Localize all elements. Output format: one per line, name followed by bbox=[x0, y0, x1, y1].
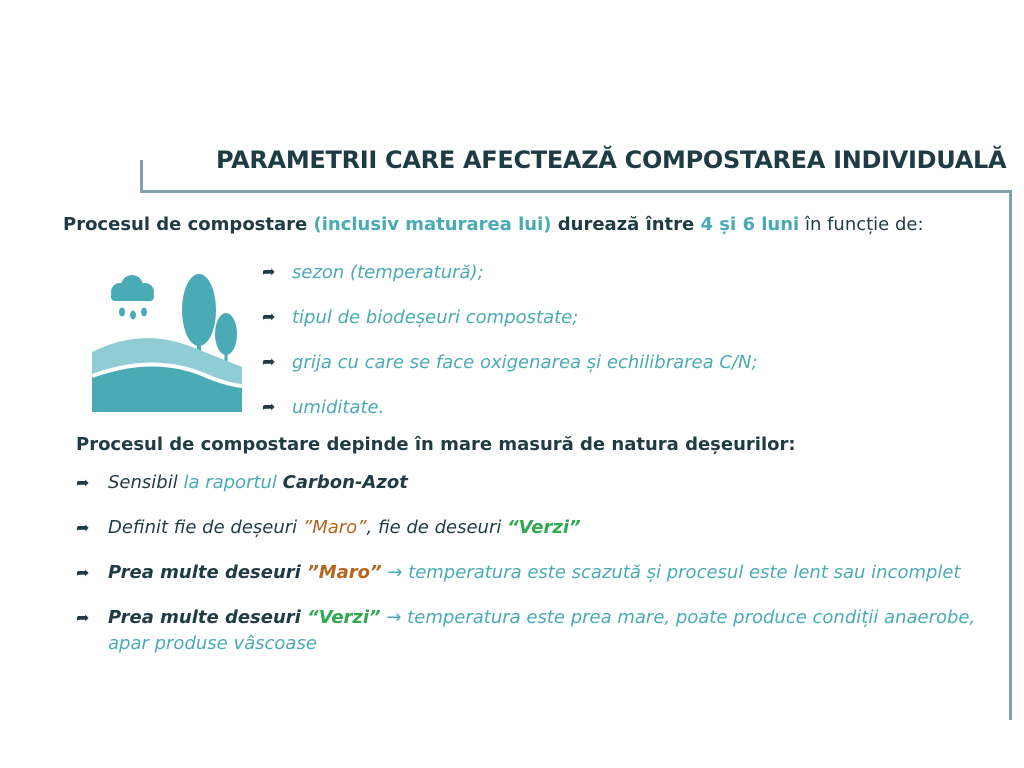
curved-arrow-icon: ➦ bbox=[262, 307, 276, 326]
curved-arrow-icon: ➦ bbox=[76, 608, 90, 627]
list-item: ➦ Prea multe deseuri “Verzi” → temperatura este prea mare, poate produce condiții anaerobe, apar produse vâscoase bbox=[76, 607, 976, 654]
list-item: ➦ Definit fie de deșeuri ”Maro”, fie de deseuri “Verzi” bbox=[76, 515, 996, 541]
intro-text: Procesul de compostare (inclusiv maturarea lui) durează între 4 și 6 luni în funcție de: bbox=[63, 214, 924, 235]
frame-top-line bbox=[140, 190, 1012, 193]
curved-arrow-icon: ➦ bbox=[76, 563, 90, 582]
list-item: ➦ Sensibil la raportul Carbon-Azot bbox=[76, 470, 996, 496]
curved-arrow-icon: ➦ bbox=[262, 262, 276, 281]
list-item: ➦ sezon (temperatură); bbox=[262, 262, 484, 283]
curved-arrow-icon: ➦ bbox=[262, 397, 276, 416]
curved-arrow-icon: ➦ bbox=[262, 352, 276, 371]
frame-right-line bbox=[1009, 190, 1012, 720]
factors-list bbox=[262, 262, 758, 442]
curved-arrow-icon: ➦ bbox=[76, 518, 90, 537]
slide-title: PARAMETRII CARE AFECTEAZĂ COMPOSTAREA INDIVIDUALĂ bbox=[216, 146, 1007, 174]
list-item: ➦ umiditate. bbox=[262, 397, 385, 418]
landscape-rain-trees-icon bbox=[92, 272, 242, 412]
frame-left-line bbox=[140, 160, 143, 193]
list-item: ➦ Prea multe deseuri ”Maro” → temperatura este scazută și procesul este lent sau incomplet bbox=[76, 560, 996, 586]
section-intro: Procesul de compostare depinde în mare masură de natura deșeurilor: bbox=[76, 434, 796, 455]
waste-nature-list bbox=[76, 470, 996, 657]
curved-arrow-icon: ➦ bbox=[76, 473, 90, 492]
list-item: ➦ grija cu care se face oxigenarea și echilibrarea C/N; bbox=[262, 352, 758, 373]
list-item: ➦ tipul de biodeșeuri compostate; bbox=[262, 307, 579, 328]
